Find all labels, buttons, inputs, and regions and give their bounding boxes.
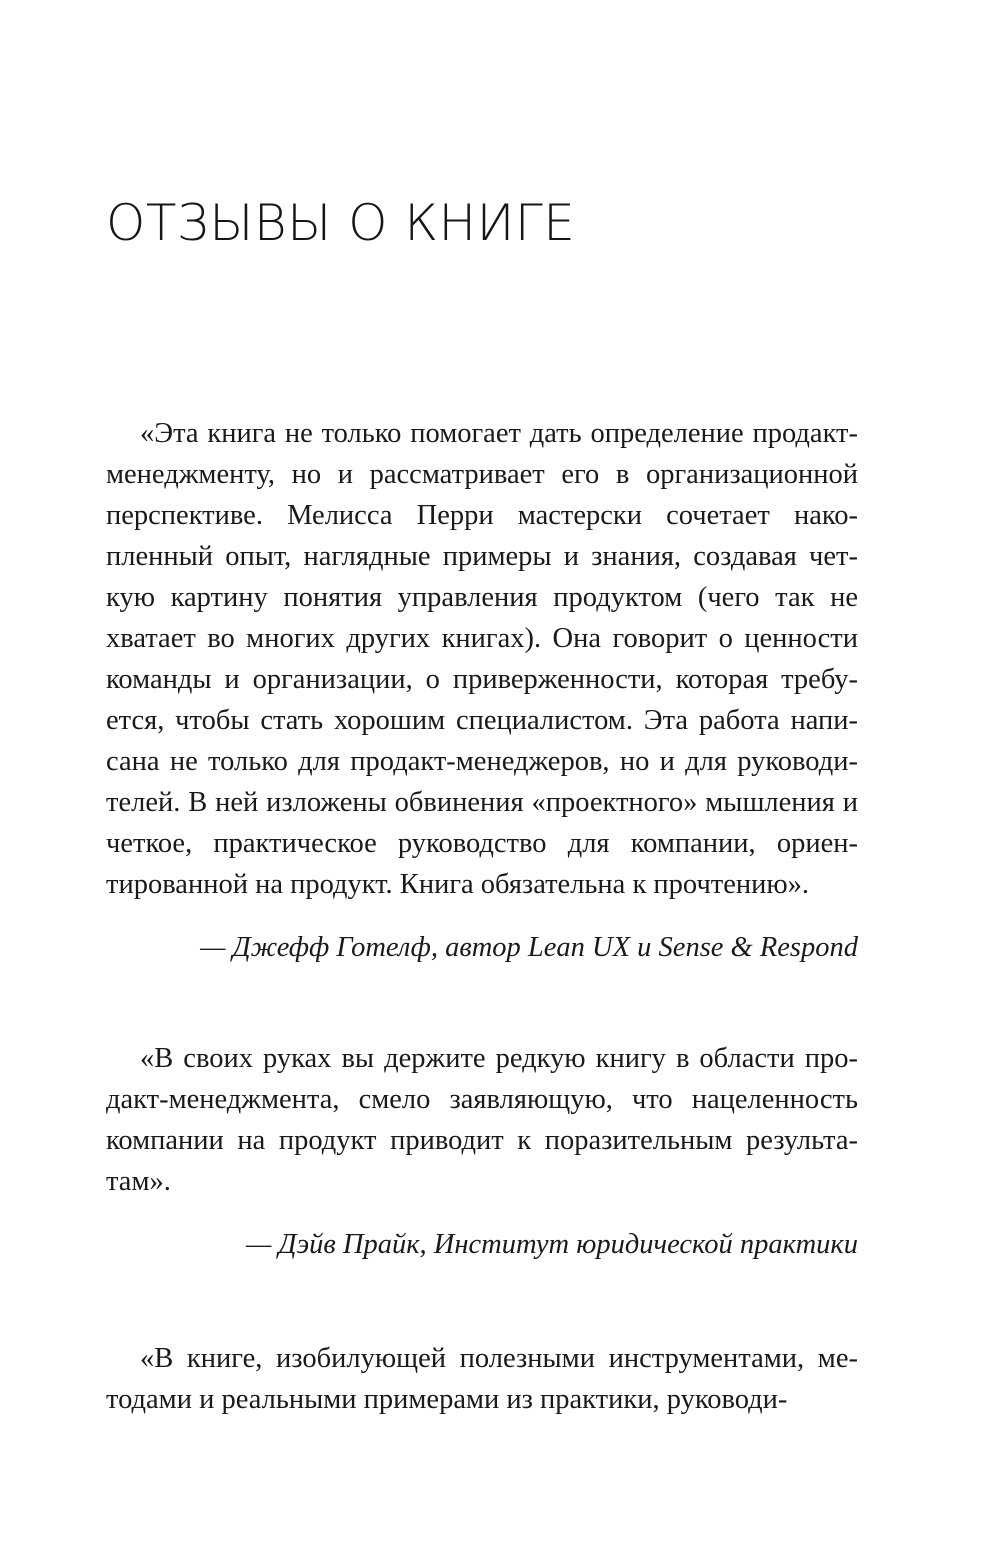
review-quote: «В книге, изобилующей полезными инструментами, методами и реальными примерами из практики, руководи-	[106, 1343, 858, 1415]
review-author: — Дэйв Прайк, Институт юридической практики	[245, 1229, 858, 1260]
page-title: ОТЗЫВЫ О КНИГЕ	[106, 194, 576, 252]
review-quote: «Эта книга не только помогает дать определение продакт-менеджменту, но и рассматривает его в организационной перспективе. Мелисса Перри мастерски сочетает накопленный опыт, наглядные примеры и знания, создавая четкую картину понятия управления продуктом (чего так не хватает во многих других книгах). Она говорит о ценности команды и организации, о приверженности, которая требуется, чтобы стать хорошим специалистом. Эта работа написана не только для продакт-менеджеров, но и для руководителей. В ней изложены обвинения «проектного» мышления и четкое, практическое руководство для компании, ориентированной на продукт. Книга обязательна к прочтению».	[106, 418, 858, 900]
review-author: — Джефф Готелф, автор Lean UX и Sense & Respond	[200, 932, 858, 963]
review-quote: «В своих руках вы держите редкую книгу в области продакт-менеджмента, смело заявляющую, что нацеленность компании на продукт приводит к поразительным результатам».	[106, 1043, 858, 1197]
review-block	[106, 1038, 858, 1265]
review-block	[106, 413, 858, 968]
review-block	[106, 1338, 858, 1420]
